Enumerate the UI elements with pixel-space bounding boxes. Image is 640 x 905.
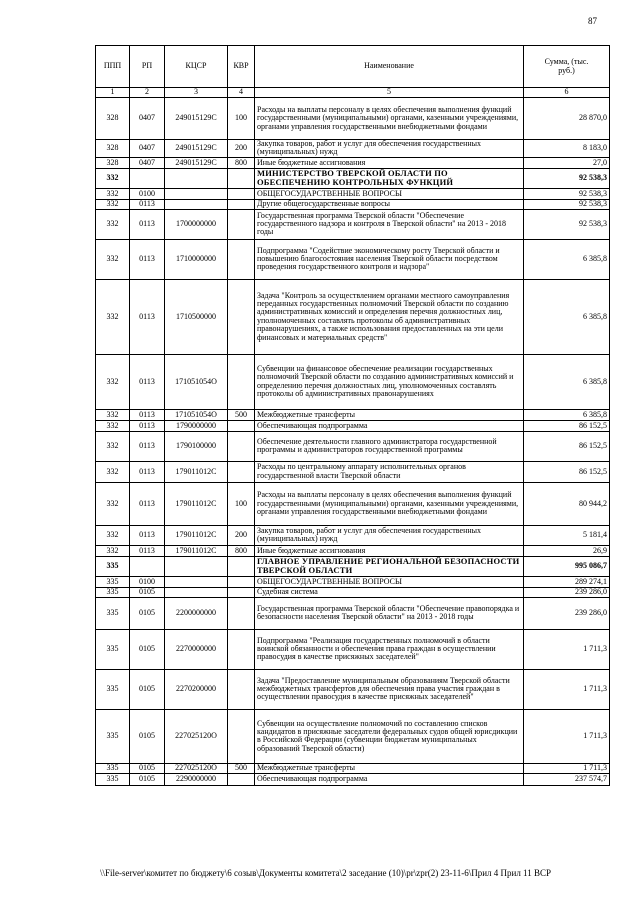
cell-name: Расходы на выплаты персоналу в целях обеспечения выполнения функций государственными (муниципальными) органами, казенными учреждениями, органами управления государственными внебюджетными фондами [255, 98, 524, 140]
cell-name: Иные бюджетные ассигнования [255, 545, 524, 556]
file-path-footer: \\File-server\комитет по бюджету\6 созыв\Документы комитета\2 заседание (10)\pr\zpr(2) 23-11-6\Прил 4 Прил 11 ВСР [100, 868, 551, 878]
cell-rp: 0407 [130, 157, 165, 168]
cell-name: Подпрограмма "Содействие экономическому росту Тверской области и повышению благосостояния населения Тверской области посредством проведения государственного контроля и надзора" [255, 239, 524, 279]
cell-kvr [228, 669, 255, 709]
cell-name: Закупка товаров, работ и услуг для обеспечения государственных (муниципальных) нужд [255, 525, 524, 545]
cell-ppp: 332 [96, 239, 130, 279]
cell-kvr: 100 [228, 98, 255, 140]
cell-kvr: 200 [228, 525, 255, 545]
cell-ppp: 335 [96, 669, 130, 709]
cell-kvr [228, 629, 255, 669]
cell-kvr [228, 597, 255, 629]
cell-name: ОБЩЕГОСУДАРСТВЕННЫЕ ВОПРОСЫ [255, 188, 524, 199]
cell-name: Иные бюджетные ассигнования [255, 157, 524, 168]
cell-rp [130, 168, 165, 188]
column-index: 3 [165, 88, 228, 98]
table-row [96, 420, 610, 431]
cell-kvr [228, 420, 255, 431]
cell-kcsr: 2270000000 [165, 629, 228, 669]
cell-rp: 0100 [130, 188, 165, 199]
cell-rp: 0407 [130, 140, 165, 158]
table-row [96, 98, 610, 140]
cell-sum: 6 385,8 [524, 409, 610, 420]
cell-rp [130, 556, 165, 576]
cell-name: Закупка товаров, работ и услуг для обеспечения государственных (муниципальных) нужд [255, 140, 524, 158]
cell-name: Подпрограмма "Реализация государственных полномочий в области воинской обязанности и обеспечения права граждан в осуществлении правосудия в качестве присяжных заседателей" [255, 629, 524, 669]
cell-sum: 289 274,1 [524, 576, 610, 587]
cell-kcsr [165, 188, 228, 199]
cell-kvr [228, 587, 255, 597]
cell-kvr [228, 354, 255, 409]
cell-rp: 0100 [130, 576, 165, 587]
cell-ppp: 332 [96, 409, 130, 420]
cell-rp: 0105 [130, 763, 165, 773]
cell-ppp: 328 [96, 98, 130, 140]
cell-name: Расходы на выплаты персоналу в целях обеспечения выполнения функций государственными (муниципальными) органами, казенными учреждениями, органами управления государственными внебюджетными фондами [255, 482, 524, 525]
cell-name: МИНИСТЕРСТВО ТВЕРСКОЙ ОБЛАСТИ ПО ОБЕСПЕЧЕНИЮ КОНТРОЛЬНЫХ ФУНКЦИЙ [255, 168, 524, 188]
table-row [96, 587, 610, 597]
cell-ppp: 332 [96, 168, 130, 188]
cell-rp: 0113 [130, 431, 165, 461]
cell-name: Расходы по центральному аппарату исполнительных органов государственной власти Тверской области [255, 461, 524, 482]
cell-kvr [228, 773, 255, 785]
cell-kvr: 500 [228, 409, 255, 420]
table-row [96, 409, 610, 420]
cell-rp: 0113 [130, 199, 165, 209]
cell-name: Судебная система [255, 587, 524, 597]
cell-sum: 86 152,5 [524, 431, 610, 461]
cell-name: Государственная программа Тверской области "Обеспечение государственного надзора и контроля в Тверской области" на 2013 - 2018 годы [255, 209, 524, 239]
cell-ppp: 332 [96, 188, 130, 199]
cell-ppp: 328 [96, 140, 130, 158]
cell-sum: 6 385,8 [524, 239, 610, 279]
table-row [96, 576, 610, 587]
cell-sum: 6 385,8 [524, 279, 610, 354]
cell-kcsr: 249015129С [165, 98, 228, 140]
cell-sum: 92 538,3 [524, 188, 610, 199]
table-row [96, 157, 610, 168]
cell-ppp: 335 [96, 763, 130, 773]
cell-rp: 0105 [130, 709, 165, 763]
cell-kcsr: 249015129С [165, 140, 228, 158]
cell-name: Межбюджетные трансферты [255, 409, 524, 420]
cell-ppp: 335 [96, 556, 130, 576]
cell-kcsr: 2290000000 [165, 773, 228, 785]
cell-ppp: 332 [96, 279, 130, 354]
cell-rp: 0105 [130, 629, 165, 669]
cell-kvr: 800 [228, 157, 255, 168]
cell-kcsr [165, 556, 228, 576]
cell-sum: 92 538,3 [524, 199, 610, 209]
cell-kvr [228, 556, 255, 576]
table-row [96, 461, 610, 482]
cell-ppp: 328 [96, 157, 130, 168]
cell-sum: 92 538,3 [524, 209, 610, 239]
column-index: 1 [96, 88, 130, 98]
cell-kcsr [165, 199, 228, 209]
table-row [96, 629, 610, 669]
cell-sum: 27,0 [524, 157, 610, 168]
cell-sum: 5 181,4 [524, 525, 610, 545]
cell-sum: 80 944,2 [524, 482, 610, 525]
cell-kvr: 200 [228, 140, 255, 158]
header-rp: РП [130, 46, 165, 88]
cell-kvr: 100 [228, 482, 255, 525]
cell-name: ОБЩЕГОСУДАРСТВЕННЫЕ ВОПРОСЫ [255, 576, 524, 587]
cell-ppp: 335 [96, 597, 130, 629]
cell-kvr [228, 431, 255, 461]
table-row [96, 763, 610, 773]
cell-sum: 1 711,3 [524, 669, 610, 709]
table-row [96, 545, 610, 556]
cell-name: ГЛАВНОЕ УПРАВЛЕНИЕ РЕГИОНАЛЬНОЙ БЕЗОПАСНОСТИ ТВЕРСКОЙ ОБЛАСТИ [255, 556, 524, 576]
table-row [96, 140, 610, 158]
cell-rp: 0113 [130, 209, 165, 239]
cell-name: Обеспечивающая подпрограмма [255, 420, 524, 431]
table-row [96, 482, 610, 525]
column-index: 4 [228, 88, 255, 98]
table-row [96, 669, 610, 709]
table-row [96, 597, 610, 629]
cell-rp: 0113 [130, 239, 165, 279]
cell-kcsr: 179011012С [165, 545, 228, 556]
header-sum: Сумма, (тыс. руб.) [524, 46, 610, 88]
cell-kvr [228, 168, 255, 188]
cell-rp: 0113 [130, 409, 165, 420]
cell-rp: 0113 [130, 545, 165, 556]
cell-kcsr [165, 587, 228, 597]
table-body [96, 98, 610, 786]
cell-sum: 26,9 [524, 545, 610, 556]
cell-sum: 1 711,3 [524, 629, 610, 669]
cell-kvr: 800 [228, 545, 255, 556]
cell-ppp: 332 [96, 525, 130, 545]
table-row [96, 279, 610, 354]
column-index-row [96, 88, 610, 98]
cell-ppp: 332 [96, 482, 130, 525]
cell-sum: 28 870,0 [524, 98, 610, 140]
table-row [96, 209, 610, 239]
cell-kcsr: 1790100000 [165, 431, 228, 461]
cell-rp: 0105 [130, 587, 165, 597]
table-row [96, 431, 610, 461]
table-row [96, 525, 610, 545]
cell-kvr [228, 209, 255, 239]
cell-ppp: 335 [96, 709, 130, 763]
cell-rp: 0113 [130, 461, 165, 482]
cell-kcsr: 249015129С [165, 157, 228, 168]
table-header [96, 46, 610, 88]
cell-name: Задача "Предоставление муниципальным образованиям Тверской области межбюджетных трансфертов для обеспечения права участия граждан в осуществлении правосудия в качестве присяжных заседателей" [255, 669, 524, 709]
cell-kcsr: 171051054О [165, 409, 228, 420]
cell-kcsr: 179011012С [165, 482, 228, 525]
table-row [96, 773, 610, 785]
cell-kcsr: 171051054О [165, 354, 228, 409]
cell-kvr [228, 279, 255, 354]
cell-name: Государственная программа Тверской области "Обеспечение правопорядка и безопасности населения Тверской области" на 2013 - 2018 годы [255, 597, 524, 629]
cell-kcsr: 1790000000 [165, 420, 228, 431]
cell-kcsr: 2200000000 [165, 597, 228, 629]
cell-rp: 0113 [130, 420, 165, 431]
cell-rp: 0105 [130, 773, 165, 785]
cell-sum: 995 086,7 [524, 556, 610, 576]
cell-sum: 86 152,5 [524, 420, 610, 431]
table-row [96, 199, 610, 209]
page-number: 87 [588, 16, 597, 26]
cell-name: Субвенции на финансовое обеспечение реализации государственных полномочий Тверской области по созданию административных комиссий и определению перечня должностных лиц, уполномоченных составлять протоколы об административных правонарушениях [255, 354, 524, 409]
cell-rp: 0113 [130, 482, 165, 525]
cell-sum: 86 152,5 [524, 461, 610, 482]
cell-ppp: 332 [96, 431, 130, 461]
cell-rp: 0113 [130, 525, 165, 545]
cell-kcsr: 227025120О [165, 763, 228, 773]
cell-name: Задача "Контроль за осуществлением органами местного самоуправления переданных государственных полномочий Тверской области по созданию административных комиссий и определения перечня должностных лиц, уполномоченных составлять протоколы об административных правонарушениях, а также использования предоставленных на эти цели финансовых и материальных средств" [255, 279, 524, 354]
cell-ppp: 335 [96, 629, 130, 669]
cell-ppp: 335 [96, 576, 130, 587]
cell-ppp: 332 [96, 209, 130, 239]
cell-kvr [228, 188, 255, 199]
cell-sum: 239 286,0 [524, 597, 610, 629]
cell-kvr: 500 [228, 763, 255, 773]
column-index: 6 [524, 88, 610, 98]
cell-name: Обеспечение деятельности главного администратора государственной программы и администраторов государственной программы [255, 431, 524, 461]
cell-rp: 0105 [130, 597, 165, 629]
cell-name: Межбюджетные трансферты [255, 763, 524, 773]
cell-rp: 0113 [130, 279, 165, 354]
cell-sum: 8 183,0 [524, 140, 610, 158]
cell-kcsr [165, 576, 228, 587]
cell-sum: 1 711,3 [524, 709, 610, 763]
cell-rp: 0407 [130, 98, 165, 140]
header-ppp: ППП [96, 46, 130, 88]
cell-kvr [228, 461, 255, 482]
budget-table [95, 45, 610, 786]
cell-sum: 237 574,7 [524, 773, 610, 785]
cell-ppp: 332 [96, 354, 130, 409]
cell-name: Субвенции на осуществление полномочий по составлению списков кандидатов в присяжные заседатели федеральных судов общей юрисдикции в Российской Федерации (субвенции бюджетам муниципальных образований Тверской области) [255, 709, 524, 763]
cell-kcsr: 1710000000 [165, 239, 228, 279]
cell-rp: 0105 [130, 669, 165, 709]
cell-sum: 92 538,3 [524, 168, 610, 188]
cell-ppp: 332 [96, 545, 130, 556]
cell-kcsr: 1710500000 [165, 279, 228, 354]
cell-ppp: 335 [96, 587, 130, 597]
column-index: 2 [130, 88, 165, 98]
cell-ppp: 332 [96, 461, 130, 482]
cell-kcsr: 179011012С [165, 461, 228, 482]
cell-name: Обеспечивающая подпрограмма [255, 773, 524, 785]
cell-kvr [228, 576, 255, 587]
table-row [96, 188, 610, 199]
cell-ppp: 332 [96, 420, 130, 431]
header-kcsr: КЦСР [165, 46, 228, 88]
cell-kcsr: 1700000000 [165, 209, 228, 239]
cell-kvr [228, 239, 255, 279]
cell-sum: 239 286,0 [524, 587, 610, 597]
table-row [96, 556, 610, 576]
table-row [96, 168, 610, 188]
cell-ppp: 332 [96, 199, 130, 209]
cell-kvr [228, 709, 255, 763]
table-row [96, 239, 610, 279]
table-row [96, 709, 610, 763]
cell-kcsr: 2270200000 [165, 669, 228, 709]
header-kvr: КВР [228, 46, 255, 88]
cell-ppp: 335 [96, 773, 130, 785]
cell-sum: 6 385,8 [524, 354, 610, 409]
table-row [96, 354, 610, 409]
cell-kcsr [165, 168, 228, 188]
cell-kcsr: 227025120О [165, 709, 228, 763]
column-index: 5 [255, 88, 524, 98]
header-name: Наименование [255, 46, 524, 88]
cell-rp: 0113 [130, 354, 165, 409]
cell-name: Другие общегосударственные вопросы [255, 199, 524, 209]
cell-kvr [228, 199, 255, 209]
cell-kcsr: 179011012С [165, 525, 228, 545]
cell-sum: 1 711,3 [524, 763, 610, 773]
